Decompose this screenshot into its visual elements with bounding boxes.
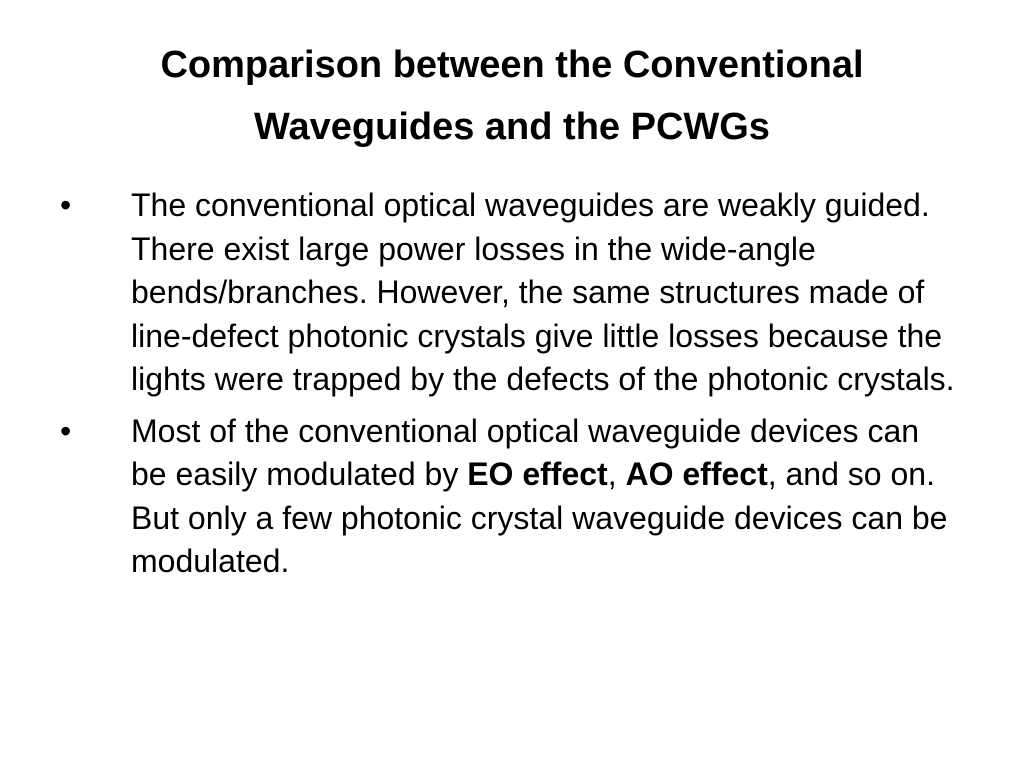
bullet-item-1: [60, 184, 960, 402]
bullet-2-eo-effect: EO effect: [467, 456, 608, 492]
slide-title: [60, 34, 964, 158]
title-line-2: Waveguides and the PCWGs: [254, 106, 770, 148]
bullet-2-ao-effect: AO effect: [625, 456, 768, 492]
bullet-2-text-part-2: ,: [607, 456, 626, 492]
bullet-2-text-part-1: Most of the conventional optical waveguide devices can be easily modulated by: [131, 412, 920, 492]
bullet-list: [60, 184, 960, 592]
bullet-item-2: [60, 410, 960, 584]
bullet-icon: •: [60, 412, 72, 449]
title-line-1: Comparison between the Conventional: [160, 44, 864, 86]
bullet-icon: •: [60, 187, 72, 223]
bullet-1-text: The conventional optical waveguides are weakly guided. There exist large power losses in the wide-angle bends/branches. However, the same structures made of line-defect photonic crystals give little losses because the lights were trapped by the defects of the photonic crystals.: [131, 187, 955, 397]
bullet-2-text-part-3: , and so on. But only a few photonic crystal waveguide devices can be modulated.: [131, 456, 948, 579]
